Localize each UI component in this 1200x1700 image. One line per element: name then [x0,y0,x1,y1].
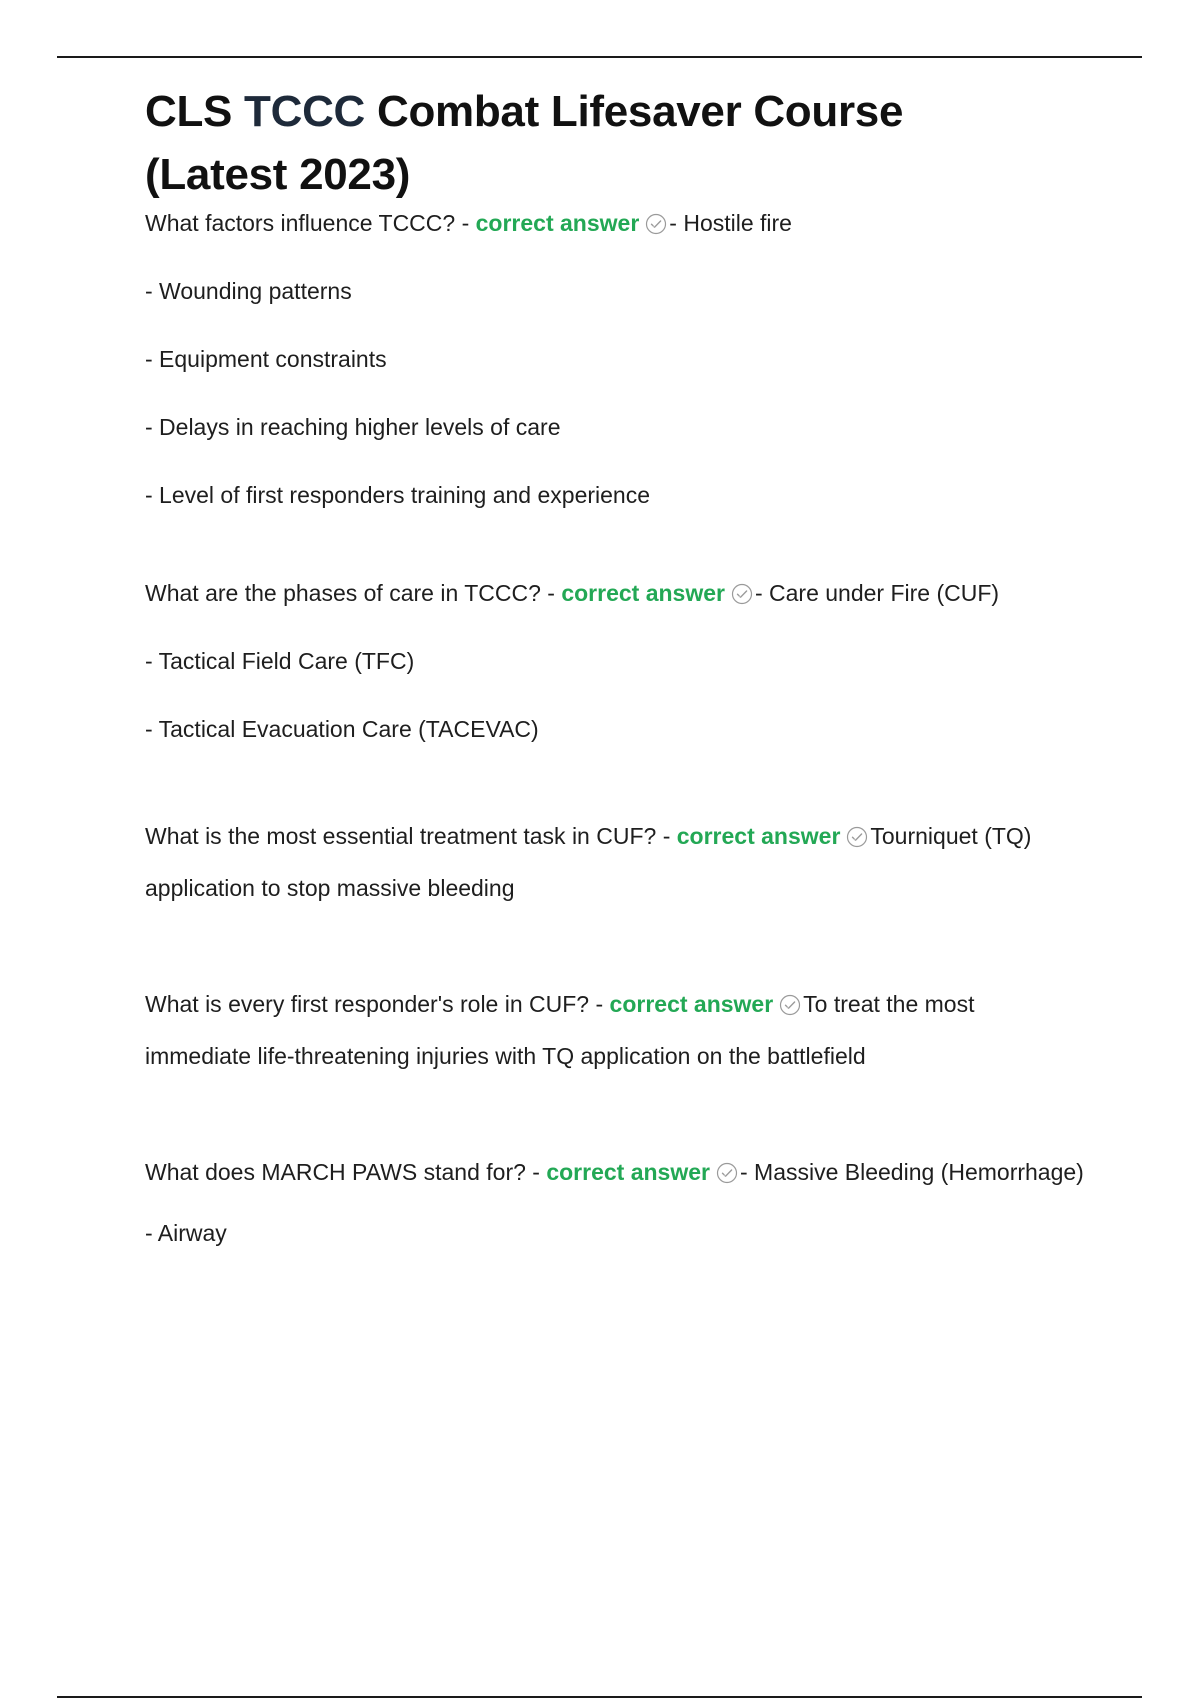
question-line [145,576,1085,610]
check-circle-icon [645,213,667,235]
answer-line: - Equipment constraints [145,346,387,372]
qa-item [145,810,1085,914]
answer-text: - Care under Fire (CUF) [754,580,1000,606]
question-line [145,978,1085,1082]
section-spacer [145,914,1085,978]
answer-line: - Airway [145,1220,227,1246]
check-circle-icon [731,583,753,605]
correct-answer-label: correct answer [609,991,774,1017]
answer-text: To treat the most immediate life-threatening injuries with TQ application on the battlefield [145,991,975,1069]
answer-text: - Massive Bleeding (Hemorrhage) [739,1159,1084,1185]
answer-text: - Hostile fire [669,210,792,236]
correct-answer-label: correct answer [676,823,841,849]
correct-answer-label: correct answer [561,580,725,606]
qa-list [145,206,1085,1250]
question-text: What is every first responder's role in CUF? - [145,991,610,1017]
section-spacer [145,512,1085,576]
title-acronym: TCCC [244,87,366,136]
question-line [145,810,1085,914]
answer-text: Tourniquet (TQ) application to stop massive bleeding [145,823,1032,901]
question-text: What does MARCH PAWS stand for? - [145,1159,547,1185]
section-spacer [145,1082,1085,1146]
bottom-rule [57,1696,1142,1698]
answer-line: - Tactical Field Care (TFC) [145,648,415,674]
answer-line: - Level of first responders training and experience [145,482,651,508]
title-course: Combat Lifesaver Course [365,87,904,136]
qa-item [145,576,1085,746]
check-circle-icon [779,994,801,1016]
qa-item [145,978,1085,1082]
question-text: What are the phases of care in TCCC? - [145,580,562,606]
section-spacer [145,746,1085,810]
correct-answer-label: correct answer [475,210,640,236]
top-rule [57,56,1142,58]
question-line [145,1146,1085,1198]
check-circle-icon [846,826,868,848]
question-line [145,206,1085,240]
question-text: What is the most essential treatment task in CUF? - [145,823,677,849]
qa-item [145,206,1085,512]
answer-line: - Delays in reaching higher levels of care [145,414,561,440]
check-circle-icon [716,1162,738,1184]
qa-item [145,1146,1085,1250]
correct-answer-label: correct answer [546,1159,710,1185]
title-prefix: CLS [145,87,245,136]
question-text: What factors influence TCCC? - [145,210,476,236]
page-title [145,80,1085,206]
answer-line: - Tactical Evacuation Care (TACEVAC) [145,716,539,742]
answer-line: - Wounding patterns [145,278,352,304]
document-body [145,74,1085,1250]
title-edition: (Latest 2023) [145,150,411,199]
